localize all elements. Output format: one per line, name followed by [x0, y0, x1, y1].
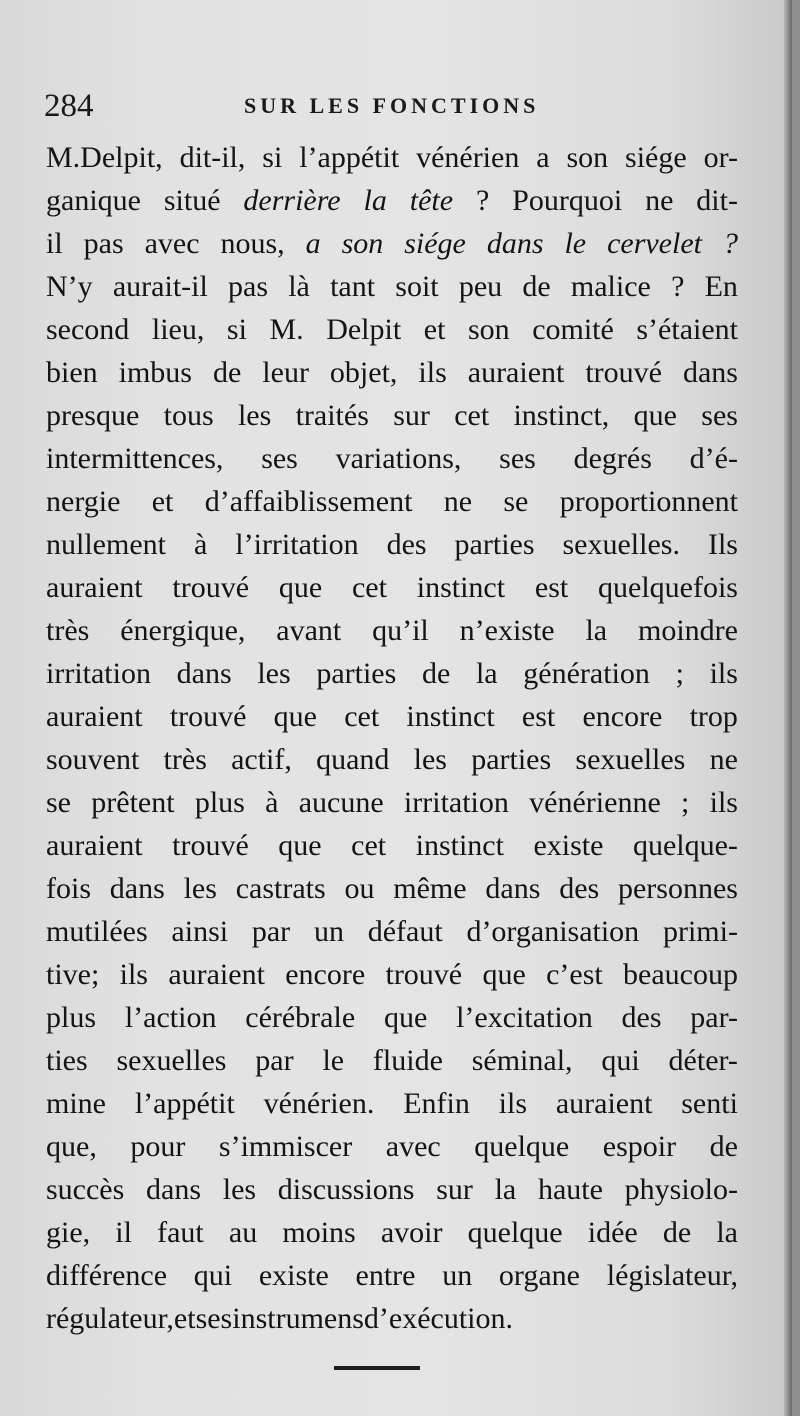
word: ?	[475, 184, 490, 217]
word: et	[173, 1302, 196, 1335]
word: Enfin	[403, 1087, 470, 1120]
word: de	[709, 1130, 738, 1163]
italic-word: dans	[486, 227, 544, 260]
word: les	[183, 872, 217, 905]
word: ?	[671, 270, 685, 303]
word: l’appétit	[134, 1087, 235, 1120]
word: sur	[436, 1173, 473, 1206]
word: séminal,	[471, 1044, 573, 1077]
word: objet,	[329, 356, 398, 389]
word: avec	[144, 227, 200, 260]
word: ses	[261, 442, 298, 475]
word: tive;	[46, 958, 100, 991]
word: s’étaient	[636, 313, 738, 346]
word: dans	[109, 872, 165, 905]
word: d’é-	[689, 442, 738, 475]
word: quelque	[474, 1130, 570, 1163]
word: auraient	[46, 571, 143, 604]
word: se	[503, 485, 529, 518]
text-line	[46, 308, 738, 351]
word: pour	[130, 1130, 186, 1163]
word: senti	[681, 1087, 738, 1120]
word: ils	[709, 786, 738, 819]
word: moins	[282, 1216, 356, 1249]
word: instinct	[416, 571, 506, 604]
word: ne	[443, 485, 473, 518]
word: En	[704, 270, 738, 303]
word: n’existe	[459, 614, 555, 647]
word: auraient	[168, 958, 265, 991]
word: défaut	[367, 915, 443, 948]
word: énergique,	[120, 614, 246, 647]
word: trouvé	[169, 700, 247, 733]
word: aucune	[298, 786, 384, 819]
word: parties	[454, 528, 535, 561]
word: sexuelles	[575, 743, 686, 776]
word: l’excitation	[456, 1001, 593, 1034]
word: sexuelles.	[562, 528, 680, 561]
word: d’exécution.	[363, 1302, 514, 1335]
word: mutilées	[46, 915, 148, 948]
italic-word: son	[341, 227, 384, 260]
word: dit-il,	[179, 141, 246, 174]
word: situé	[163, 184, 221, 217]
word: irritation	[403, 786, 509, 819]
word: très	[163, 743, 207, 776]
word: sexuelles	[116, 1044, 227, 1077]
word: M.	[269, 313, 304, 346]
word: ties	[46, 1044, 88, 1077]
word: imbus	[118, 356, 192, 389]
word: quelque-	[632, 829, 738, 862]
word: nullement	[46, 528, 166, 561]
word: auraient	[467, 356, 565, 389]
word: degrés	[573, 442, 652, 475]
word: si	[262, 141, 283, 174]
word: même	[393, 872, 467, 905]
word: trop	[689, 700, 738, 733]
word: législateur,	[606, 1259, 738, 1292]
word: intermittences,	[46, 442, 224, 475]
word: encore	[285, 958, 366, 991]
text-line	[46, 738, 738, 781]
word: variations,	[335, 442, 462, 475]
word: prêtent	[91, 786, 175, 819]
text-line	[46, 1125, 738, 1168]
text-line	[46, 1211, 738, 1254]
word: se	[46, 786, 71, 819]
word: au	[228, 1216, 258, 1249]
text-line	[46, 781, 738, 824]
word: avoir	[380, 1216, 443, 1249]
text-line	[46, 1297, 738, 1340]
word: ganique	[46, 184, 141, 217]
italic-word: ?	[722, 227, 738, 260]
word: qui	[601, 1044, 640, 1077]
word: ne	[645, 184, 674, 217]
word: ils	[119, 958, 148, 991]
word: vénérien.	[263, 1087, 375, 1120]
end-rule	[334, 1366, 420, 1370]
word: parties	[316, 657, 397, 690]
word: presque	[46, 399, 140, 432]
word: de	[522, 270, 551, 303]
italic-word: derrière	[243, 184, 341, 217]
italic-word: le	[564, 227, 587, 260]
word: ne	[709, 743, 738, 776]
word: la	[494, 1173, 517, 1206]
text-line	[46, 953, 738, 996]
text-line	[46, 609, 738, 652]
word: bien	[46, 356, 98, 389]
word: s’immiscer	[218, 1130, 353, 1163]
word: or-	[703, 141, 738, 174]
word: de	[421, 657, 451, 690]
body-text	[46, 136, 738, 1340]
word: son	[566, 141, 609, 174]
word: ils	[498, 1087, 528, 1120]
word: personnes	[617, 872, 738, 905]
text-line	[46, 695, 738, 738]
text-line	[46, 867, 738, 910]
word: fluide	[372, 1044, 443, 1077]
word: auraient	[555, 1087, 653, 1120]
word: vénérien	[416, 141, 520, 174]
text-line	[46, 437, 738, 480]
text-line	[46, 394, 738, 437]
word: actif,	[231, 743, 292, 776]
word: ils	[418, 356, 447, 389]
word: M.Delpit,	[46, 141, 163, 174]
word: irritation	[46, 657, 151, 690]
word: sur	[393, 399, 430, 432]
word: pas	[83, 227, 124, 260]
word: plus	[46, 1001, 97, 1034]
word: si	[226, 313, 247, 346]
word: auraient	[46, 829, 143, 862]
word: Delpit	[326, 313, 402, 346]
word: à	[265, 786, 279, 819]
word: le	[322, 1044, 345, 1077]
word: espoir	[602, 1130, 677, 1163]
page-number: 284	[44, 88, 94, 124]
word: a	[536, 141, 550, 174]
word: l’irritation	[235, 528, 359, 561]
word: ses	[701, 399, 738, 432]
word: dans	[682, 356, 738, 389]
word: cet	[344, 700, 380, 733]
word: proportionnent	[559, 485, 738, 518]
italic-word: siége	[404, 227, 466, 260]
word: que	[482, 958, 526, 991]
word: et	[151, 485, 174, 518]
text-line	[46, 1254, 738, 1297]
word: des	[386, 528, 427, 561]
word: que	[278, 829, 322, 862]
word: idée	[587, 1216, 638, 1249]
word: que	[383, 1001, 428, 1034]
word: la	[585, 614, 608, 647]
word: des	[559, 872, 600, 905]
word: il	[115, 1216, 132, 1249]
word: génération	[523, 657, 650, 690]
word: trouvé	[385, 958, 463, 991]
italic-word: a	[305, 227, 321, 260]
word: organe	[498, 1259, 581, 1292]
word: que	[278, 571, 323, 604]
text-line	[46, 1168, 738, 1211]
word: cérébrale	[245, 1001, 356, 1034]
word: souvent	[46, 743, 140, 776]
italic-word: cervelet	[607, 227, 702, 260]
word: beaucoup	[623, 958, 738, 991]
word: quelquefois	[598, 571, 738, 604]
word: succès	[46, 1173, 125, 1206]
italic-word: tête	[409, 184, 454, 217]
word: l’action	[124, 1001, 217, 1034]
word: avec	[385, 1130, 441, 1163]
word: ses	[499, 442, 536, 475]
word: que	[633, 399, 677, 432]
word: gie,	[46, 1216, 91, 1249]
running-head: SUR LES FONCTIONS	[244, 93, 540, 118]
word: auraient	[46, 700, 143, 733]
word: il	[46, 227, 63, 260]
word: régulateur,	[46, 1302, 174, 1335]
word: N’y	[46, 270, 93, 303]
text-line	[46, 1082, 738, 1125]
text-line	[46, 136, 738, 179]
word: l’appétit	[299, 141, 400, 174]
word: qui	[193, 1259, 233, 1292]
text-line	[46, 910, 738, 953]
word: soit	[395, 270, 439, 303]
word: aurait-il	[112, 270, 208, 303]
word: tant	[330, 270, 376, 303]
word: mine	[46, 1087, 106, 1120]
word: moindre	[637, 614, 738, 647]
word: c’est	[546, 958, 603, 991]
word: quelque	[467, 1216, 563, 1249]
word: des	[621, 1001, 662, 1034]
word: cet	[454, 399, 490, 432]
word: dans	[176, 657, 232, 690]
word: haute	[537, 1173, 603, 1206]
text-line	[46, 1039, 738, 1082]
word: cet	[351, 571, 387, 604]
word: fois	[46, 872, 91, 905]
word: par	[251, 915, 291, 948]
word: entre	[355, 1259, 416, 1292]
word: trouvé	[172, 829, 249, 862]
word: vénérienne	[529, 786, 661, 819]
text-line	[46, 824, 738, 867]
word: instinct	[406, 700, 495, 733]
word: que	[273, 700, 317, 733]
word: discussions	[277, 1173, 415, 1206]
word: instinct,	[513, 399, 610, 432]
word: un	[442, 1259, 473, 1292]
text-line	[46, 179, 738, 222]
word: nous,	[220, 227, 285, 260]
word: instinct	[415, 829, 504, 862]
word: qu’il	[372, 614, 429, 647]
word: ;	[681, 786, 690, 819]
word: nergie	[46, 485, 121, 518]
word: de	[662, 1216, 692, 1249]
text-line	[46, 265, 738, 308]
word: tous	[163, 399, 214, 432]
word: est	[521, 700, 556, 733]
word: par-	[690, 1001, 738, 1034]
word: siége	[625, 141, 687, 174]
word: à	[193, 528, 208, 561]
word: trouvé	[172, 571, 250, 604]
word: déter-	[668, 1044, 738, 1077]
word: malice	[570, 270, 651, 303]
word: pas	[228, 270, 269, 303]
word: lieu,	[151, 313, 205, 346]
word: leur	[262, 356, 309, 389]
word: primi-	[662, 915, 738, 948]
text-line	[46, 222, 738, 265]
text-line	[46, 351, 738, 394]
word: castrats	[235, 872, 326, 905]
text-line	[46, 523, 738, 566]
italic-word: la	[363, 184, 387, 217]
text-line	[46, 566, 738, 609]
word: la	[475, 657, 498, 690]
word: quand	[316, 743, 390, 776]
word: les	[413, 743, 447, 776]
word: différence	[46, 1259, 168, 1292]
word: comité	[532, 313, 614, 346]
word: les	[237, 399, 272, 432]
word: plus	[194, 786, 245, 819]
word: Pourquoi	[512, 184, 623, 217]
text-line	[46, 480, 738, 523]
word: dit-	[696, 184, 738, 217]
word: dans	[485, 872, 541, 905]
word: cet	[351, 829, 387, 862]
word: Ils	[707, 528, 738, 561]
word: second	[46, 313, 130, 346]
word: les	[222, 1173, 257, 1206]
word: la	[716, 1216, 738, 1249]
word: dans	[146, 1173, 202, 1206]
word: encore	[582, 700, 663, 733]
word: ;	[675, 657, 684, 690]
word: et	[423, 313, 446, 346]
word: un	[313, 915, 344, 948]
word: de	[212, 356, 242, 389]
word: avant	[276, 614, 342, 647]
word: ils	[709, 657, 738, 690]
word: ainsi	[171, 915, 229, 948]
word: existe	[533, 829, 604, 862]
word: peu	[458, 270, 503, 303]
word: trouvé	[585, 356, 662, 389]
page-edge	[784, 0, 792, 1416]
word: par	[255, 1044, 294, 1077]
word: là	[288, 270, 310, 303]
word: traités	[295, 399, 369, 432]
word: parties	[471, 743, 552, 776]
page-header	[44, 84, 744, 128]
word: instrumens	[232, 1302, 364, 1335]
word: d’organisation	[466, 915, 640, 948]
text-line	[46, 652, 738, 695]
word: d’affaiblissement	[204, 485, 413, 518]
word: est	[534, 571, 569, 604]
word: ou	[344, 872, 375, 905]
word: son	[467, 313, 510, 346]
word: les	[257, 657, 291, 690]
word: existe	[258, 1259, 329, 1292]
word: ses	[195, 1302, 233, 1335]
text-line	[46, 996, 738, 1039]
word: que,	[46, 1130, 97, 1163]
word: très	[46, 614, 90, 647]
word: physiolo-	[624, 1173, 738, 1206]
word: faut	[157, 1216, 204, 1249]
